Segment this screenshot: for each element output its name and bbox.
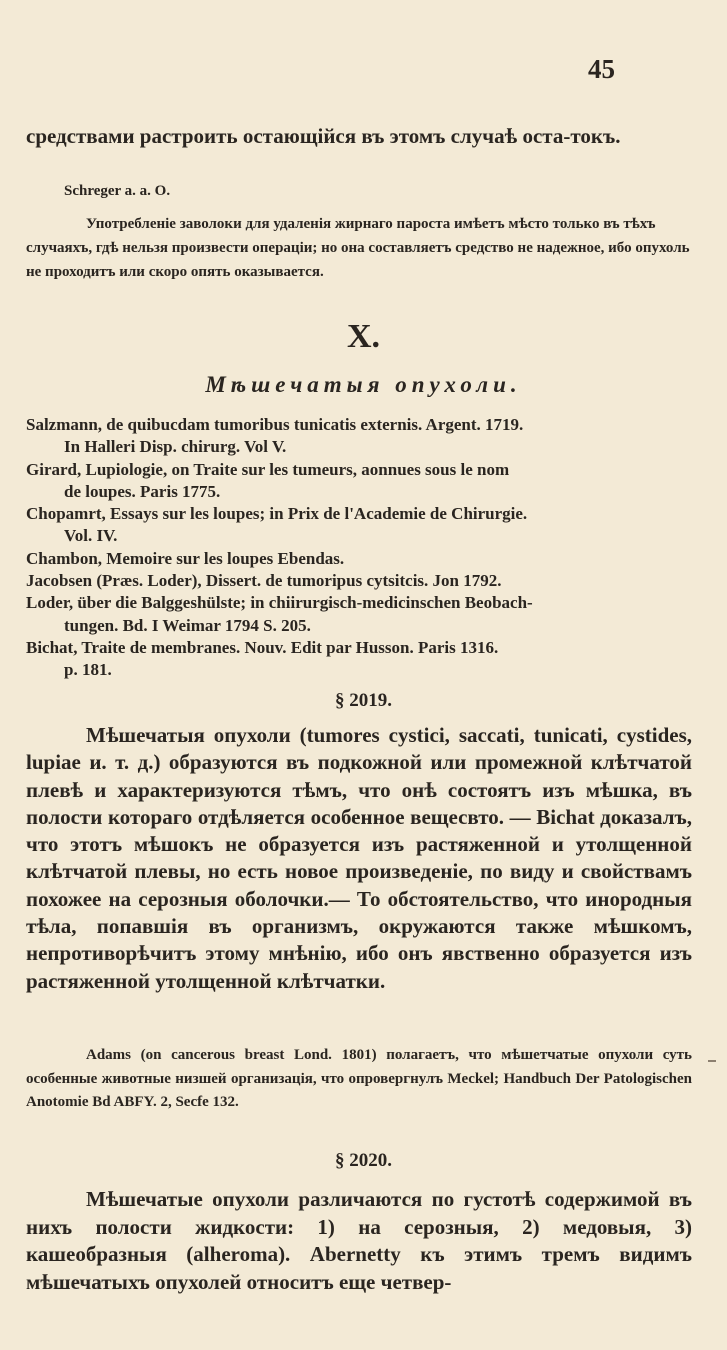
bibliography-entry-main: Jacobsen (Præs. Loder), Dissert. de tumoripus cytsitcis. Jon 1792. bbox=[26, 571, 502, 591]
chapter-number: X. bbox=[346, 318, 381, 355]
footnote-paragraph-2: Adams (on cancerous breast Lond. 1801) полагаетъ, что мѣшетчатые опухоли суть особенные животные низшей организація, что опровергнулъ Meckel; Handbuch Der Patologischen Anotomie Bd ABFY. 2, Secfe 132. bbox=[26, 1047, 692, 1110]
section-heading-2019: § 2019. bbox=[335, 690, 392, 711]
body-paragraph-1: Мѣшечатыя опухоли (tumores cystici, saccati, tunicati, cystides, lupiae и. т. д.) образуются въ подкожной или промежной клѣтчатой плевѣ и характеризуются тѣмъ, что онѣ состоятъ изъ мѣшка, въ полости котораго отдѣляется особенное вещесвто. — Bichat доказалъ, что этотъ мѣшокъ не образуется изъ растяженной и утолщенной клѣтчатой плевы, но есть новое произведеніе, по виду и свойствамъ похожее на серозныя оболочки.— То обстоятельство, что инородныя тѣла, попавшія въ организмъ, окружаются также мѣшкомъ, непротиворѣчитъ этому мнѣнію, ибо онъ явственно образуется изъ растяженной утолщенной клѣтчатки. bbox=[26, 723, 692, 993]
bibliography-entry-sub: de loupes. Paris 1775. bbox=[64, 481, 221, 501]
bibliography-entry-sub: Vol. IV. bbox=[64, 526, 118, 546]
bibliography-entry-sub: In Halleri Disp. chirurg. Vol V. bbox=[64, 437, 287, 457]
bibliography-entry bbox=[26, 637, 694, 682]
bibliography-entry bbox=[26, 459, 694, 504]
bibliography-entry-main: Bichat, Traite de membranes. Nouv. Edit par Husson. Paris 1316. bbox=[26, 637, 499, 657]
bibliography-entry-sub: tungen. Bd. I Weimar 1794 S. 205. bbox=[64, 615, 311, 635]
citation: Schreger a. a. O. bbox=[64, 183, 171, 199]
bibliography-entry-sub: p. 181. bbox=[64, 660, 112, 680]
margin-mark bbox=[708, 1060, 716, 1062]
bibliography-entry-main: Loder, über die Balggeshülste; in chiirurgisch-medicinschen Beobach- bbox=[26, 593, 533, 613]
bibliography-entry bbox=[26, 548, 694, 570]
bibliography-entry-main: Chambon, Memoire sur les loupes Ebendas. bbox=[26, 548, 345, 568]
footnote-paragraph-1: Употребленіе заволоки для удаленія жирнаго пароста имѣетъ мѣсто только въ тѣхъ случаяхъ, гдѣ нельзя произвести операціи; но она составляетъ средство не надежное, ибо опухоль не проходитъ или скоро опять оказывается. bbox=[26, 216, 690, 280]
bibliography-entry bbox=[26, 570, 694, 592]
bibliography-list bbox=[26, 414, 694, 682]
bibliography-entry-main: Chopamrt, Essays sur les loupes; in Prix de l'Academie de Chirurgie. bbox=[26, 504, 528, 524]
bibliography-entry-main: Girard, Lupiologie, on Traite sur les tumeurs, aonnues sous le nom bbox=[26, 459, 510, 479]
intro-paragraph: средствами растроить остающійся въ этомъ случаѣ оста-токъ. bbox=[26, 124, 621, 148]
bibliography-entry-main: Salzmann, de quibucdam tumoribus tunicatis externis. Argent. 1719. bbox=[26, 415, 524, 434]
bibliography-entry bbox=[26, 503, 694, 548]
chapter-title: Мѣшечатыя опухоли. bbox=[205, 372, 522, 397]
bibliography-entry bbox=[26, 592, 694, 637]
bibliography-entry bbox=[26, 414, 694, 459]
body-paragraph-2: Мѣшечатые опухоли различаются по густотѣ содержимой въ нихъ полости жидкости: 1) на серозныя, 2) медовыя, 3) кашеобразныя (alheroma). Abernetty къ этимъ тремъ видимъ мѣшечатыхъ опухолей относитъ еще четвер- bbox=[26, 1187, 692, 1294]
page-number: 45 bbox=[588, 54, 615, 84]
section-heading-2020: § 2020. bbox=[335, 1150, 392, 1171]
